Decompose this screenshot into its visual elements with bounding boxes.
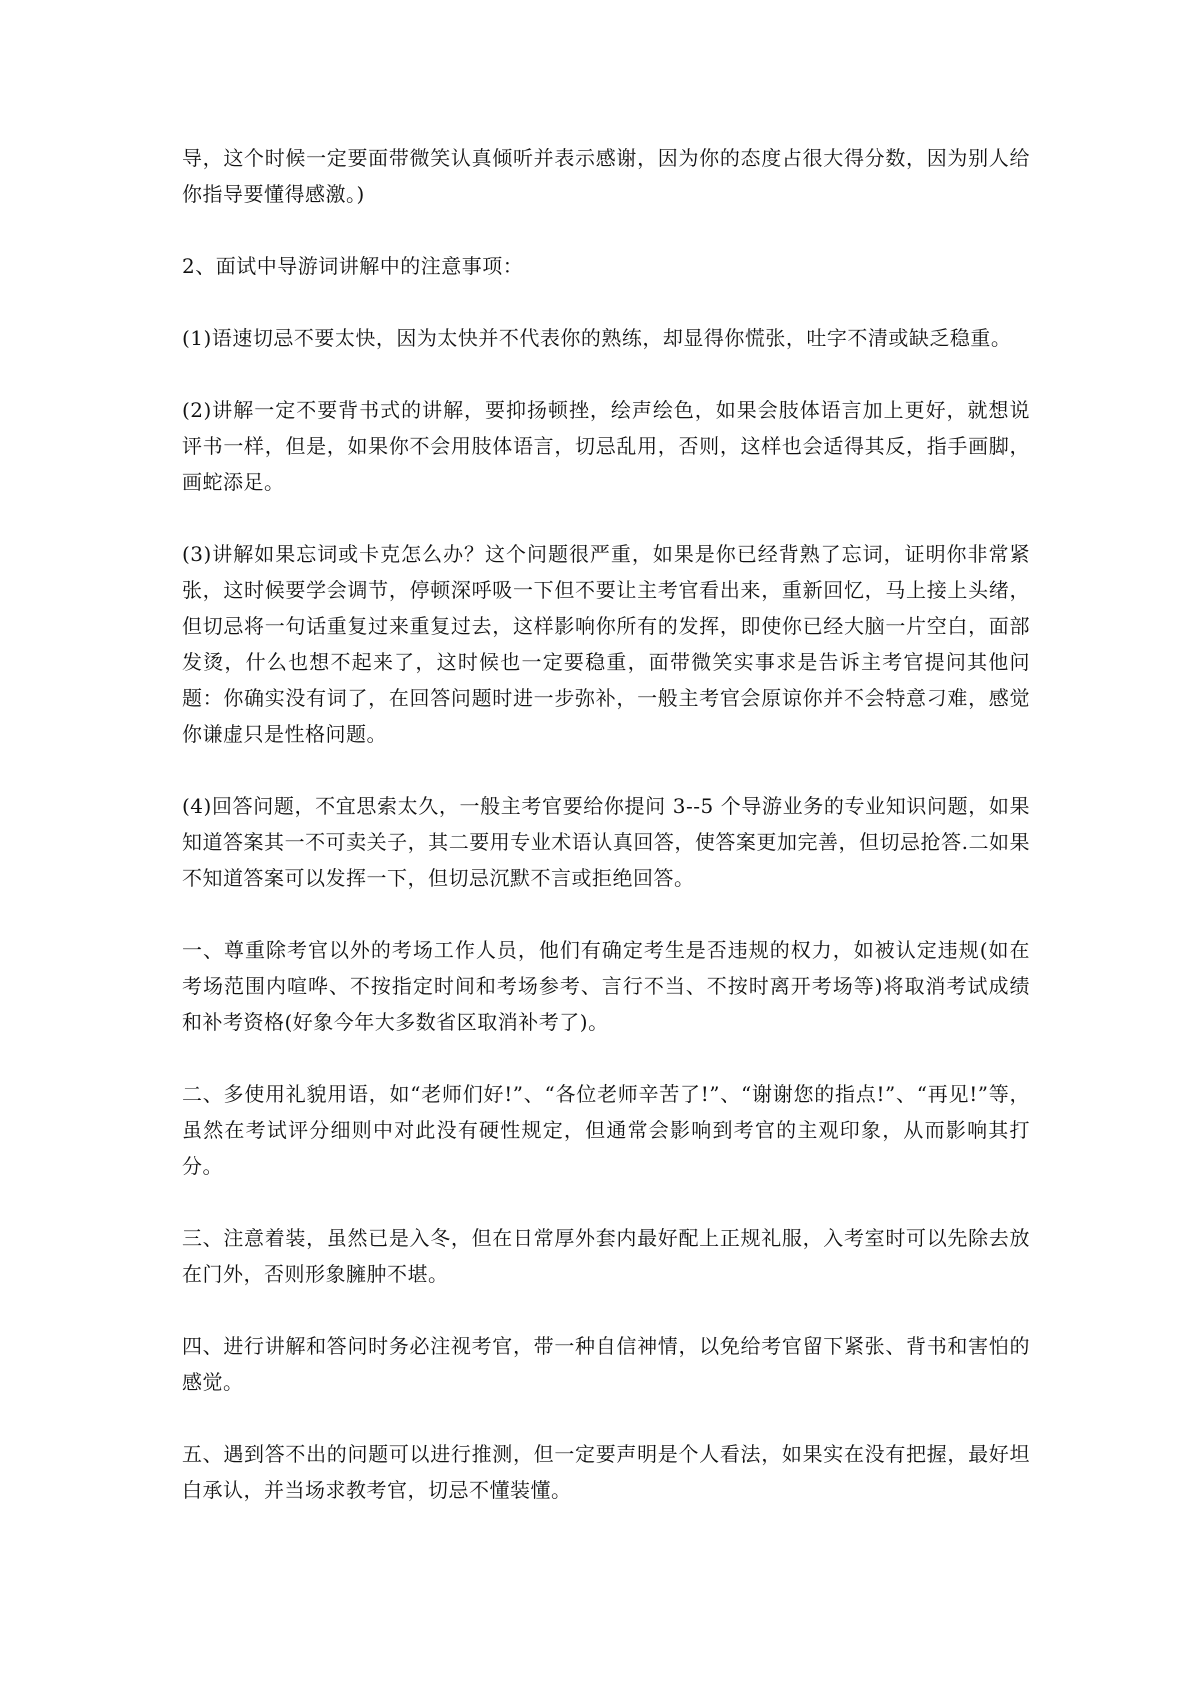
paragraph-item-2: (2)讲解一定不要背书式的讲解，要抑扬顿挫，绘声绘色，如果会肢体语言加上更好，就想说评书一样，但是，如果你不会用肢体语言，切忌乱用，否则，这样也会适得其反，指手画脚，画蛇添足。	[182, 398, 1030, 494]
paragraph-point-3: 三、注意着装，虽然已是入冬，但在日常厚外套内最好配上正规礼服，入考室时可以先除去放在门外，否则形象臃肿不堪。	[182, 1226, 1030, 1286]
paragraph-point-4: 四、进行讲解和答问时务必注视考官，带一种自信神情，以免给考官留下紧张、背书和害怕的感觉。	[182, 1334, 1030, 1394]
paragraph-item-4: (4)回答问题，不宜思索太久，一般主考官要给你提问 3--5 个导游业务的专业知识问题，如果知道答案其一不可卖关子，其二要用专业术语认真回答，使答案更加完善，但切忌抢答.二如果不知道答案可以发挥一下，但切忌沉默不言或拒绝回答。	[182, 794, 1030, 890]
paragraph-item-3: (3)讲解如果忘词或卡克怎么办？这个问题很严重，如果是你已经背熟了忘词，证明你非常紧张，这时候要学会调节，停顿深呼吸一下但不要让主考官看出来，重新回忆，马上接上头绪，但切忌将一句话重复过来重复过去，这样影响你所有的发挥，即使你已经大脑一片空白，面部发烫，什么也想不起来了，这时候也一定要稳重，面带微笑实事求是告诉主考官提问其他问题：你确实没有词了，在回答问题时进一步弥补，一般主考官会原谅你并不会特意刁难，感觉你谦虚只是性格问题。	[182, 542, 1030, 746]
paragraph-point-1: 一、尊重除考官以外的考场工作人员，他们有确定考生是否违规的权力，如被认定违规(如在考场范围内喧哗、不按指定时间和考场参考、言行不当、不按时离开考场等)将取消考试成绩和补考资格(好象今年大多数省区取消补考了)。	[182, 938, 1030, 1034]
section-heading-guide-notes: 2、面试中导游词讲解中的注意事项：	[182, 254, 524, 278]
document-body	[182, 140, 1030, 1508]
paragraph-item-1: (1)语速切忌不要太快，因为太快并不代表你的熟练，却显得你慌张，吐字不清或缺乏稳重。	[182, 326, 1012, 350]
paragraph-continuation: 导，这个时候一定要面带微笑认真倾听并表示感谢，因为你的态度占很大得分数，因为别人给你指导要懂得感激。)	[182, 146, 1030, 206]
paragraph-point-5: 五、遇到答不出的问题可以进行推测，但一定要声明是个人看法，如果实在没有把握，最好坦白承认，并当场求教考官，切忌不懂装懂。	[182, 1442, 1030, 1502]
paragraph-point-2: 二、多使用礼貌用语，如“老师们好!”、“各位老师辛苦了!”、“谢谢您的指点!”、“再见!”等，虽然在考试评分细则中对此没有硬性规定，但通常会影响到考官的主观印象，从而影响其打分。	[182, 1082, 1030, 1178]
